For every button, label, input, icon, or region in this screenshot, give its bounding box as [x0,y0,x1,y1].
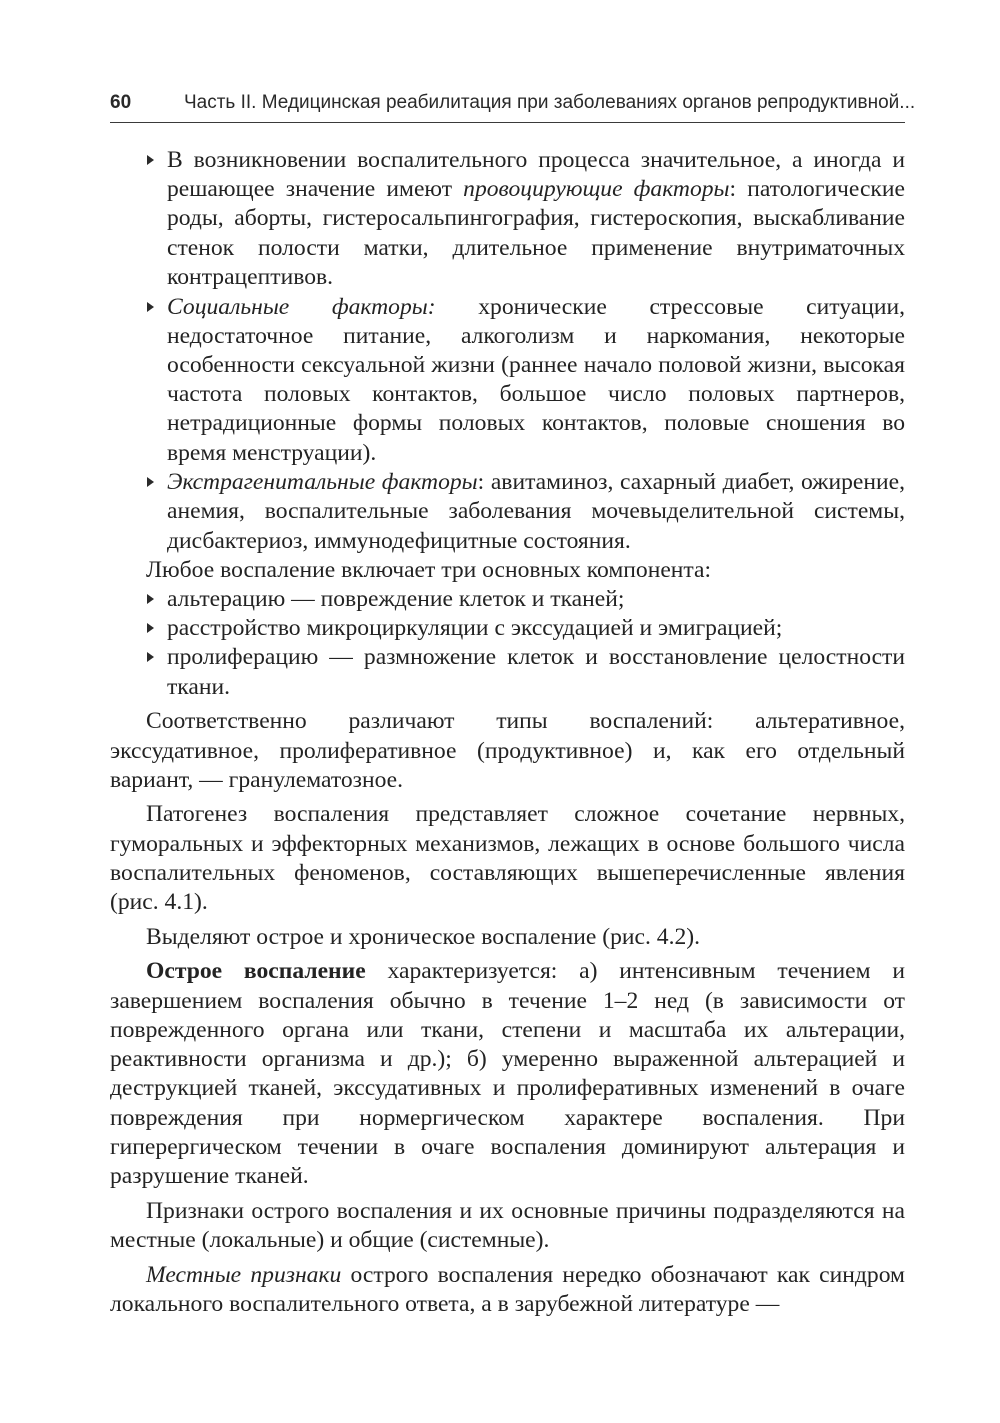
bullet-text: В возникновении воспалительного процесса значительное, а иногда и решающее значение имеют [167,147,905,203]
list-item-social-factors [110,293,905,468]
paragraph-local-signs [110,1261,905,1319]
list-item-proliferation [110,643,905,701]
body-text [110,146,905,1319]
bullet-text: расстройство микроциркуляции с экссудацией и эмиграцией; [167,615,783,642]
list-item-microcirculation [110,614,905,643]
components-intro: Любое воспаление включает три основных компонента: [146,556,712,583]
bullet-text: : патологические роды, аборты, гистеросальпингография, гистероскопия, выскабливание стенок полости матки, длительное применение внутриматочных контрацептивов. [167,176,905,290]
bullet-text: альтерацию — повреждение клеток и тканей; [167,586,625,613]
list-item-extragenital-factors [110,468,905,556]
list-item-provoking-factors [110,146,905,292]
paragraph-text: острого воспаления нередко обозначают как синдром локального воспалительного ответа, а в зарубежной литературе — [110,1261,905,1317]
italic-term: провоцирующие факторы [463,176,730,203]
running-title: Часть II. Медицинская реабилитация при заболеваниях органов репродуктивной... [184,92,916,113]
paragraph-acute [110,957,905,1191]
italic-term: Местные признаки [146,1261,342,1288]
italic-term: Экстрагенитальные факторы [167,469,478,496]
paragraph-signs: Признаки острого воспаления и их основные причины подразделяются на местные (локальные) и общие (системные). [110,1197,905,1253]
paragraph-types: Соответственно различают типы воспалений: альтеративное, экссудативное, пролиферативное (продуктивное) и, как его отдельный вариант, — гранулематозное. [110,708,905,793]
bullet-text: пролиферацию — размножение клеток и восстановление целостности ткани. [167,644,905,700]
paragraph-text: характеризуется: а) интенсивным течением и завершением воспаления обычно в течение 1–2 нед (в зависимости от поврежденного органа или ткани, степени и масштаба их альтерации, реактивности организма и др.); б) умеренно выраженной альтерацией и деструкцией тканей, экссудативных и пролиферативных изменений в очаге повреждения при нормергическом характере воспаления. При гиперергическом течении в очаге воспаления доминируют альтерация и разрушение тканей. [110,958,906,1189]
list-item-alteration [110,585,905,614]
bullet-text: : авитаминоз, сахарный диабет, ожирение, анемия, воспалительные заболевания мочевыделительной системы, дисбактериоз, иммунодефицитные состояния. [167,469,905,554]
page-header [110,88,916,123]
bullet-text: хронические стрессовые ситуации, недостаточное питание, алкоголизм и наркомания, некоторые особенности сексуальной жизни (раннее начало половой жизни, высокая частота половых контактов, большое число половых партнеров, нетрадиционные формы половых контактов, половые сношения во время менструации). [167,293,906,466]
page-number: 60 [110,92,132,113]
bold-term: Острое воспаление [146,958,366,985]
italic-term: Социальные факторы: [167,293,436,320]
paragraph-pathogenesis: Патогенез воспаления представляет сложное сочетание нервных, гуморальных и эффекторных механизмов, лежащих в основе большого числа воспалительных феноменов, составляющих вышеперечисленные явления (рис. 4.1). [110,801,905,916]
paragraph-acute-chronic: Выделяют острое и хроническое воспаление (рис. 4.2). [146,923,701,950]
